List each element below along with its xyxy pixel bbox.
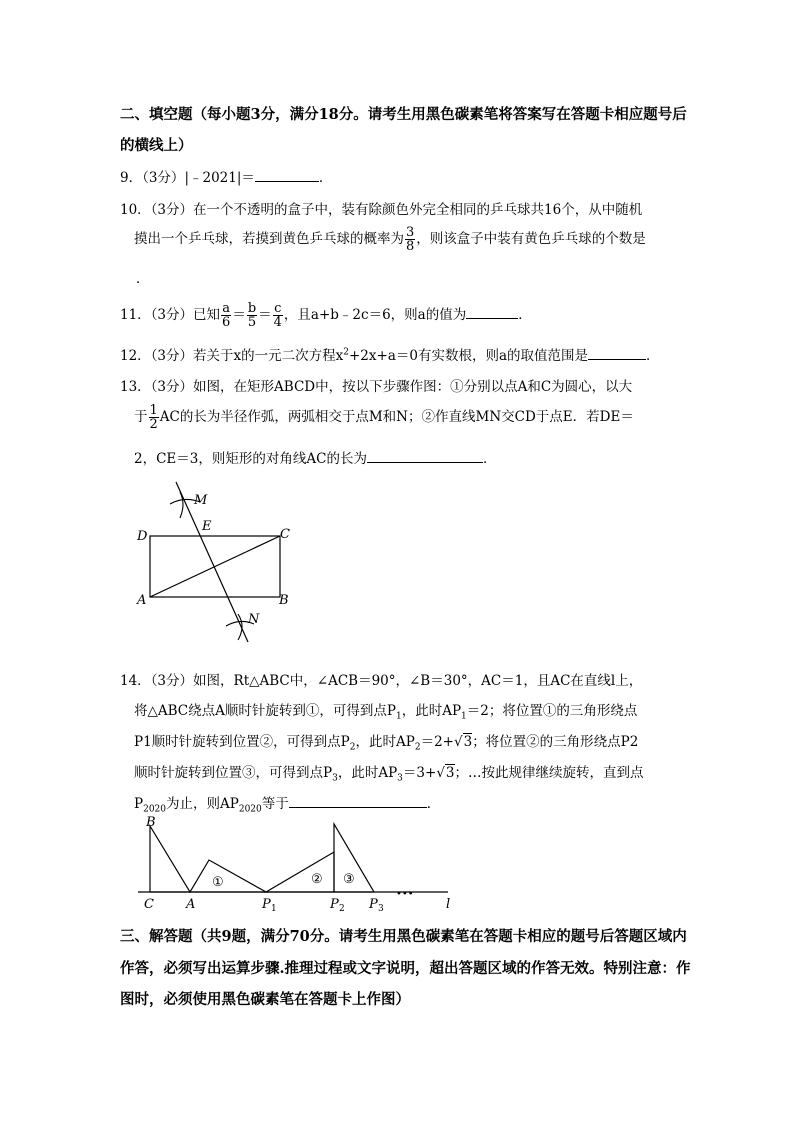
question-14-line2 — [134, 699, 637, 722]
label-l: l — [446, 897, 451, 912]
q11-fraction-a — [221, 302, 231, 329]
label-p2: P — [330, 897, 339, 912]
label-n: N — [248, 612, 260, 627]
q11-f3-num: c — [274, 301, 282, 316]
q14-line4f: 3 — [445, 765, 455, 781]
q11-f3-den: 4 — [273, 315, 282, 330]
q14-line2e: ＝2；将位置①的三角形绕点 — [466, 703, 638, 719]
q14-line1: 如图，Rt△ABC中，∠ACB＝90°，∠B＝30°，AC＝1，且AC在直线l上， — [193, 673, 643, 689]
q12-number: 12． — [120, 348, 151, 364]
q10-fraction — [405, 226, 415, 253]
label-p1-sub: 1 — [271, 904, 277, 912]
q9-text: |﹣2021|＝ — [184, 170, 255, 186]
q9-score: （3分） — [142, 170, 185, 186]
q12-sup: 2 — [343, 347, 349, 358]
section2-heading-line2: 的横线上） — [120, 137, 193, 154]
q14-line5c: 为止，则AP — [166, 796, 239, 812]
q11-mid: ，且a+b﹣2c＝6，则a的值为 — [283, 307, 467, 323]
q10-score: （3分） — [150, 202, 194, 218]
question-14-line3: P1顺时针旋转到位置②，可得到点$P_2$，此时$AP_2=2+√3$；将位置②的三角形绕点P2 — [134, 734, 639, 753]
q14-line3f: 3 — [463, 734, 473, 750]
q14-line4a: 顺时针旋转到位置③，可得到点P — [134, 765, 333, 781]
q14-line4b: 3 — [332, 773, 338, 784]
question-10-line2 — [134, 226, 646, 253]
line-mn — [176, 482, 248, 642]
q11-score: （3分） — [150, 307, 194, 323]
q14-line2b: 1 — [395, 711, 402, 722]
label-e: E — [202, 519, 212, 534]
q11-f1-den: 6 — [222, 315, 231, 330]
q12-post: +2x+a＝0有实数根，则a的取值范围是 — [349, 348, 589, 364]
triangle-position-1 — [190, 860, 266, 892]
question-13-line1 — [120, 375, 632, 395]
q11-f1-num: a — [222, 301, 231, 316]
q13-frac-den: 2 — [149, 417, 158, 432]
q13-number: 13． — [120, 379, 151, 395]
q12-answer-blank — [588, 345, 646, 360]
q11-f2-num: b — [247, 301, 257, 316]
q14-line5d: 2020 — [238, 804, 262, 815]
question-12 — [120, 344, 660, 364]
q14-line5f: ． — [426, 796, 441, 812]
q11-fraction-c — [273, 302, 283, 329]
label-p2-sub: 2 — [339, 904, 345, 912]
q14-line4e: ＝3+ — [402, 765, 437, 781]
question-9 — [120, 166, 332, 186]
q11-fraction-b — [247, 302, 257, 329]
label-c: C — [144, 897, 154, 912]
section3-heading-line1: 三、解答题（共9题，满分70分。请考生用黑色碳素笔在答题卡相应的题号后答题区域内 — [120, 928, 687, 945]
question-13-line2 — [134, 404, 634, 431]
q14-line3g: ；将位置②的三角形绕点P2 — [472, 734, 639, 750]
label-dots: ••• — [396, 889, 414, 900]
q14-score: （3分） — [150, 673, 194, 689]
q11-f2-den: 5 — [247, 315, 257, 330]
q14-line4g: ；…按此规律继续旋转，直到点 — [454, 765, 644, 781]
question-11 — [120, 302, 532, 329]
q14-line2a: 将△ABC绕点A顺时针旋转到①，可得到点P — [134, 703, 396, 719]
diagonal-ac — [150, 536, 280, 597]
q13-line3b: ． — [482, 451, 497, 467]
q13-line1: 如图，在矩形ABCD中，按以下步骤作图：①分别以点A和C为圆心，以大 — [193, 379, 633, 395]
triangle-position-2 — [266, 852, 334, 892]
q14-line2c: ，此时AP — [401, 703, 462, 719]
triangle-abc — [150, 826, 190, 892]
q11-answer-blank — [466, 304, 518, 319]
q10-line1: 在一个不透明的盒子中，装有除颜色外完全相同的乒乓球共16个，从中随机 — [193, 202, 643, 218]
q14-line4d: 3 — [397, 773, 403, 784]
label-position-3: ③ — [343, 872, 355, 887]
label-p3-sub: 3 — [378, 904, 384, 912]
question-14-line4: 顺时针旋转到位置③，可得到点$P_3$，此时$AP_3=3+√3$；…按此规律继续旋转，直到点 — [134, 765, 644, 784]
q14-line4c: ，此时AP — [337, 765, 398, 781]
label-b: B — [146, 815, 156, 830]
label-position-1: ① — [212, 875, 224, 890]
q11-eq1: ＝ — [232, 307, 246, 323]
q10-number: 10． — [120, 202, 151, 218]
q14-line3e: ＝2+ — [420, 734, 454, 750]
q10-frac-num: 3 — [406, 225, 415, 240]
q14-answer-blank — [289, 793, 427, 808]
q14-line5b: 2020 — [143, 804, 166, 815]
q14-line3c: ，此时AP — [355, 734, 415, 750]
q10-frac-den: 8 — [406, 239, 415, 254]
label-p3: P — [369, 897, 378, 912]
question-13-line3 — [134, 447, 496, 467]
label-p1: P — [262, 897, 271, 912]
q13-fraction — [149, 404, 159, 431]
q12-end: ． — [646, 348, 660, 364]
q13-rectangle-figure — [130, 478, 300, 648]
section3-heading-line2: 作答，必须写出运算步骤.推理过程或文字说明，超出答题区域的作答无效。特别注意：作 — [120, 960, 691, 977]
label-c: C — [280, 527, 290, 542]
q9-end: ． — [318, 170, 333, 186]
q11-eq2: ＝ — [258, 307, 272, 323]
q11-end: ． — [518, 307, 532, 323]
label-b: B — [279, 593, 289, 608]
label-position-2: ② — [311, 872, 323, 887]
section3-heading-line3: 图时，必须使用黑色碳素笔在答题卡上作图） — [120, 991, 410, 1008]
label-a: A — [137, 593, 147, 608]
q11-pre: 已知 — [193, 307, 221, 323]
q13-line2a: 于 — [134, 409, 148, 425]
q13-frac-num: 1 — [149, 403, 158, 418]
section2-heading-line1: 二、填空题（每小题3分，满分18分。请考生用黑色碳素笔将答案写在答题卡相应题号后 — [120, 106, 687, 123]
q13-line3a: 2，CE＝3，则矩形的对角线AC的长为 — [134, 451, 367, 467]
q9-number: 9． — [120, 170, 143, 186]
label-d: D — [137, 529, 148, 544]
q13-line2b: AC的长为半径作弧，两弧相交于点M和N；②作直线MN交CD于点E．若DE＝ — [159, 409, 634, 425]
q14-rotation-figure — [128, 812, 468, 912]
q11-number: 11． — [120, 307, 151, 323]
q14-line5e: 等于 — [261, 796, 289, 812]
question-10-line1 — [120, 198, 642, 218]
q14-line3b: 2 — [349, 742, 356, 753]
q12-score: （3分） — [150, 348, 194, 364]
q14-line5a: P — [134, 796, 144, 812]
q14-line3d: 2 — [414, 742, 421, 753]
q10-line2b: ，则该盒子中装有黄色乒乓球的个数是 — [416, 231, 646, 247]
q13-answer-blank — [367, 448, 483, 463]
q9-answer-blank — [255, 167, 319, 182]
q14-number: 14． — [120, 673, 151, 689]
q12-pre: 若关于x的一元二次方程x — [193, 348, 344, 364]
q10-line2a: 摸出一个乒乓球，若摸到黄色乒乓球的概率为 — [134, 231, 404, 247]
q13-score: （3分） — [150, 379, 194, 395]
q14-line2d: 1 — [461, 711, 467, 722]
q14-line3a: P1顺时针旋转到位置②，可得到点P — [134, 734, 350, 750]
label-a: A — [186, 897, 196, 912]
q10-line3: ． — [136, 271, 150, 287]
label-m: M — [194, 493, 208, 508]
question-14-line1 — [120, 669, 642, 689]
